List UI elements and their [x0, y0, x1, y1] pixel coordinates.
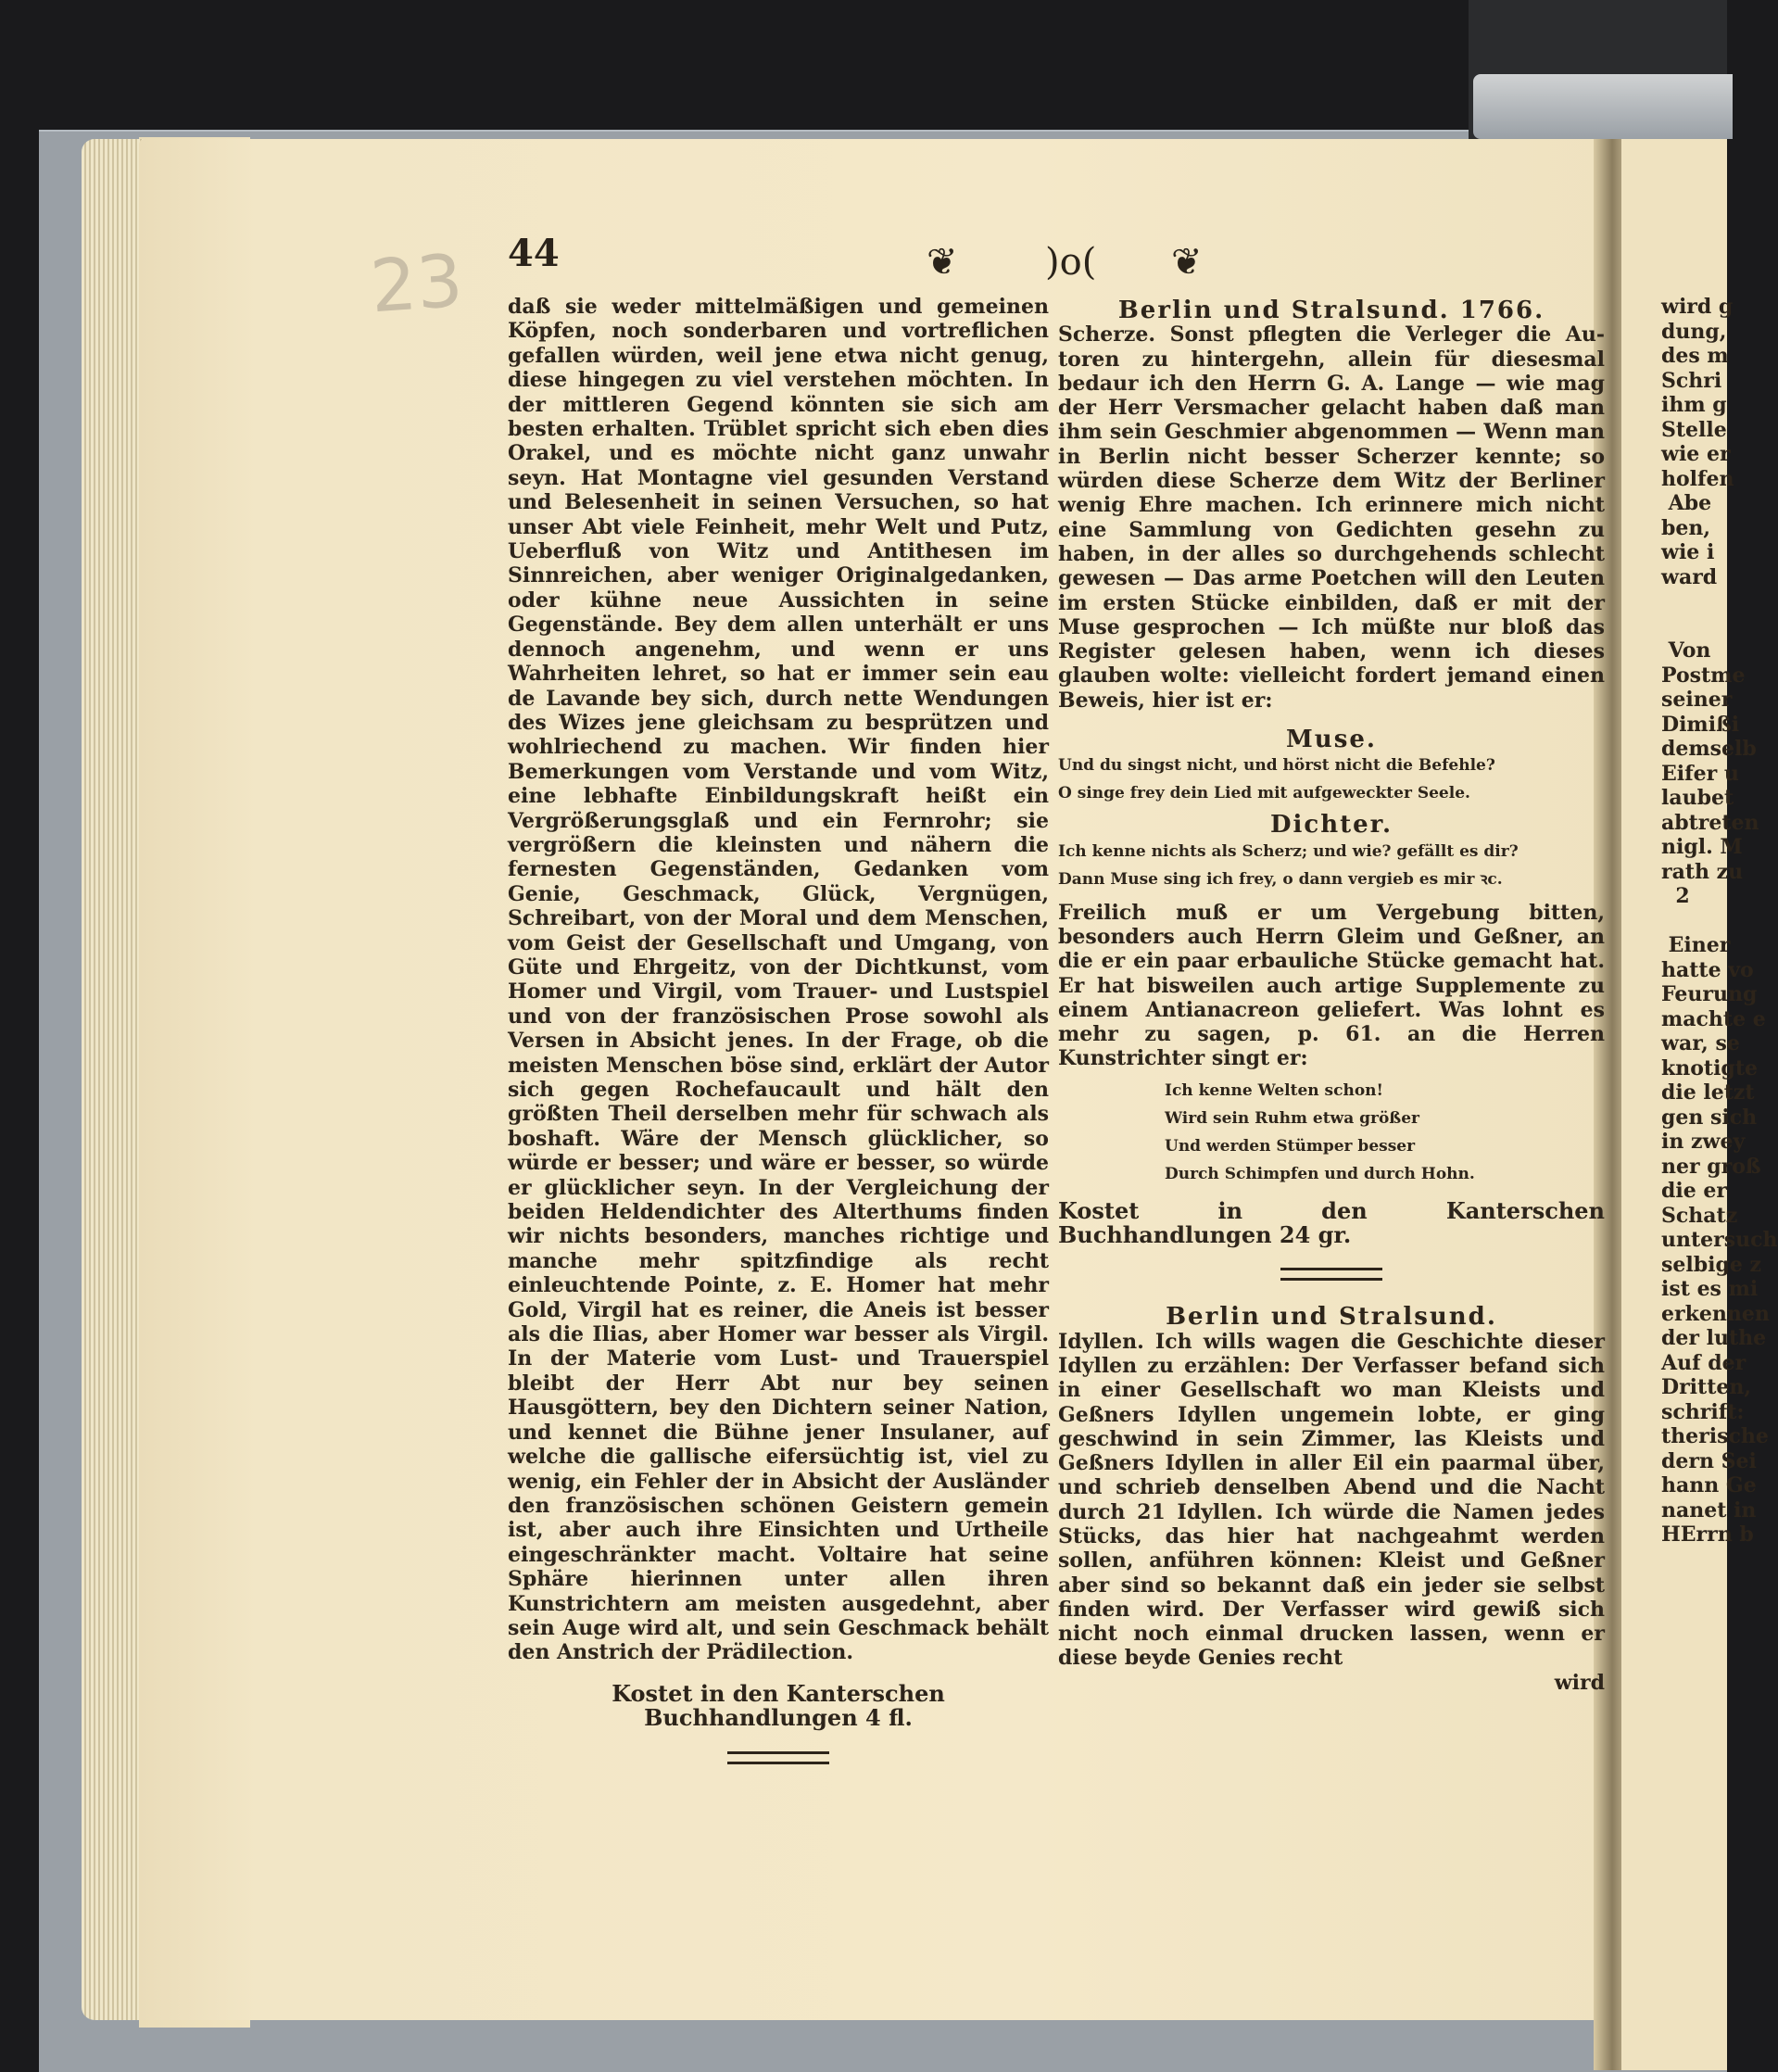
next-page-line: Stelle: [1661, 417, 1727, 442]
section-divider: [1280, 1268, 1382, 1281]
next-page-line: holfen: [1661, 466, 1734, 491]
verse-line-2: Wird sein Ruhm etwa größer: [1165, 1108, 1419, 1128]
next-page-line: des m: [1661, 344, 1729, 368]
verse-line-3: Und werden Stümper besser: [1165, 1136, 1416, 1156]
muse-line-1: Und du singst nicht, und hörst nicht die Befehle?: [1058, 756, 1495, 776]
next-page-line: wird g: [1661, 295, 1734, 319]
next-page-line: ner groß: [1661, 1154, 1761, 1179]
next-page-line: Schatz: [1661, 1203, 1738, 1228]
next-page-line: Feurung: [1661, 982, 1758, 1006]
next-page-line: seiner: [1661, 688, 1733, 712]
next-page-line: nanet in: [1661, 1497, 1757, 1522]
left-column-text: daß sie weder mittelmäßigen und gemeinen Köpfen, noch sonderbaren und vortreflichen gefallen würden, weil jene etwa nicht genug, diese hingegen zu viel verstehen möchten. In der mittleren Gegend könnten sie sich am besten erhalten. Trüblet spricht sich eben dies Orakel, und es möchte nicht ganz unwahr seyn. Hat Montagne viel gesunden Verstand und Belesenheit in seinen Versuchen, so hat unser Abt viele Feinheit, mehr Welt und Putz, Ueberfluß von Witz und Antithesen im Sinnreichen, aber weniger Originalgedanken, oder kühne neue Aussichten in seine Gegenstände. Bey dem allen unterhält er uns dennoch angenehm, und wenn er uns Wahrheiten lehret, so hat er immer sein eau de Lavande bey sich, durch nette Wendungen des Wizes jene gleichsam zu besprützen und wohlriechend zu machen. Wir finden hier Bemerkungen vom Verstande und vom Witz, eine lebhafte Einbildungskraft heißt ein Vergrößerungsglaß und ein Fernrohr; sie vergrößern die kleinsten und nähern die fernesten Gegenständen, Gedanken vom Genie, Geschmack, Glück, Vergnügen, Schreibart, von der Moral und dem Menschen, vom Geist der Gesellschaft und Umgang, von Güte und Ehrgeitz, von der Dichtkunst, vom Homer und Virgil, vom Trauer- und Lustspiel und von der französischen Prose sowohl als Versen in Absicht jenes. In der Frage, ob die meisten Menschen böse sind, erklärt der Autor sich gegen Rochefaucault und hält den größten Theil derselben mehr für schwach als boshaft. Wäre der Mensch glücklicher, so würde er besser; und wäre er besser, so würde er glücklicher seyn. In der Vergleichung der beiden Heldendichter des Alterthums finden wir nichts besonders, manches richtige und manche mehr spitzfindige als recht einleuchtende Pointe, z. E. Homer hat mehr Gold, Virgil hat es reiner, die Aneis ist besser als die Ilias, aber Homer war besser als Virgil. In der Materie vom Lust- und Trauerspiel bleibt der Herr Abt nur bey seinen Hausgöttern, bey den Dichtern seiner Nation, und kennet die Bühne jener Insulaner, auf welche die gallische eifersüchtig ist, viel zu wenig, ein Fehler der in Absicht der Ausländer den französischen schönen Geistern gemein ist, aber auch ihre Einsichten und Urtheile eingeschränkter macht. Voltaire hat seine Sphäre hierinnen unter allen ihren Kunstrichtern am meisten ausgedehnt, aber sein Auge wird alt, und sein Geschmack behält den Anstrich der Prädilection.: [508, 295, 1049, 1665]
next-page-line: Postme: [1661, 663, 1746, 688]
section-heading-1: Berlin und Stralsund. 1766.: [1117, 297, 1545, 324]
next-page-line: Dritten,: [1661, 1375, 1752, 1399]
next-page-line: Auf der: [1661, 1350, 1746, 1375]
next-page-line: dung,: [1661, 319, 1727, 344]
ornament-left-icon: ❦: [927, 241, 958, 284]
idyllen-text: Idyllen. Ich wills wagen die Geschichte dieser Idyllen zu erzählen: Der Verfasser befand sich in einer Gesellschaft wo man Kleists und Geßners Idyllen ungemein lobte, er ging geschwind in sein Zimmer, las Kleists und Geßners Idyllen in aller Eil ein paarmal über, und schrieb denselben Abend und die Nacht durch 21 Idyllen. Ich würde die Namen jedes Stücks, das hier hat nachgeahmt werden sollen, anführen können: Kleist und Geßner aber sind so bekannt daß ein jeder sie selbst finden wird. Der Verfasser wird gewiß sich nicht noch einmal drucken lassen, wenn er diese beyde Genies recht: [1058, 1329, 1605, 1671]
next-page-line: ihm g: [1661, 393, 1727, 417]
next-page-line: in zwey: [1661, 1130, 1746, 1154]
section-heading-2: Berlin und Stralsund.: [1166, 1303, 1497, 1332]
next-page-line: selbige z: [1661, 1252, 1762, 1277]
next-page-line: rath zu: [1661, 859, 1744, 884]
verse-line-4: Durch Schimpfen und durch Hohn.: [1165, 1164, 1475, 1183]
next-page-line: therische: [1661, 1424, 1769, 1448]
muse-label: Muse.: [1286, 726, 1377, 754]
next-page-line: ist es mi: [1661, 1277, 1759, 1301]
page-number: 44: [508, 232, 560, 275]
next-page-line: die er: [1661, 1179, 1727, 1203]
dichter-line-1: Ich kenne nichts als Scherz; und wie? gefällt es dir?: [1058, 841, 1519, 861]
next-page-line: HErrn b: [1661, 1522, 1754, 1547]
next-volume-spine: [1473, 74, 1733, 139]
ornament-right-icon: ❦: [1171, 241, 1203, 284]
next-page-line: die letzt: [1661, 1080, 1755, 1105]
next-page-line: laubet: [1661, 786, 1734, 810]
next-page-line: ward: [1661, 564, 1718, 589]
right-column: [1058, 298, 1605, 1695]
next-page-line: der luthe: [1661, 1326, 1767, 1350]
next-page-text: [1661, 295, 1778, 1548]
next-page-line: hatte vo: [1661, 957, 1754, 982]
next-page-line: Eifer u: [1661, 761, 1739, 786]
next-page-line: erkennen: [1661, 1301, 1770, 1326]
ornament-center-icon: )o(: [1045, 241, 1097, 284]
next-page-line: wie er: [1661, 442, 1731, 466]
next-page-line: dern Sei: [1661, 1448, 1757, 1473]
next-page-line: knotigte: [1661, 1055, 1758, 1080]
next-page-line: Dimißi: [1661, 712, 1740, 737]
next-page-line: wie i: [1661, 540, 1715, 564]
next-page-line: Abe: [1661, 491, 1712, 515]
pencil-mark: 23: [367, 239, 466, 330]
next-page-line: [1661, 589, 1735, 614]
next-page-line: [1661, 909, 1735, 934]
catchword: wird: [1554, 1670, 1605, 1695]
next-page-line: nigl. M: [1661, 835, 1743, 859]
next-page-line: machte e: [1661, 1006, 1766, 1031]
next-page-line: untersuch: [1661, 1228, 1778, 1252]
muse-line-2: O singe frey dein Lied mit aufgeweckter Seele.: [1058, 784, 1470, 803]
verse-line-1: Ich kenne Welten schon!: [1165, 1080, 1383, 1100]
section-divider: [727, 1751, 829, 1764]
next-page-line: schrift:: [1661, 1399, 1745, 1424]
scherze-text: Scherze. Sonst pflegten die Verleger die Autoren zu hintergehn, allein für diesesmal bedaur ich den Herrn G. A. Lange — wie mag der Herr Versmacher gelacht haben daß man ihm sein Geschmier abgenommen — Wenn man in Berlin nicht besser Scherzer kennte; so würden diese Scherze dem Witz der Berliner wenig Ehre machen. Ich erinnere mich nicht eine Sammlung von Gedichten gesehn zu haben, in der alles so durchgehends schlecht gewesen — Das arme Poetchen will den Leuten im ersten Stücke einbilden, daß er mit der Muse gesprochen — Ich müßte nur bloß das Register gelesen haben, wenn ich dieses glauben wolte: vielleicht fordert jemand einen Beweis, hier ist er:: [1058, 322, 1605, 713]
left-column: [508, 295, 1049, 1764]
middle-text: Freilich muß er um Vergebung bitten, besonders auch Herrn Gleim und Geßner, an die er ein paar erbauliche Stücke gemacht hat. Er hat bisweilen auch artige Supplemente zu einem Antianacreon geliefert. Was lohnt es mehr zu sagen, p. 61. an die Herren Kunstrichter singt er:: [1058, 900, 1605, 1071]
next-page-line: gen sich: [1661, 1105, 1758, 1130]
next-page-line: hann Ge: [1661, 1473, 1757, 1497]
next-page-line: Schri: [1661, 368, 1722, 393]
next-page-line: Einer: [1661, 933, 1731, 957]
next-page-line: abtreten: [1661, 810, 1759, 835]
next-page-line: demselb: [1661, 737, 1757, 761]
left-price: Kostet in den Kanterschen Buchhandlungen 4 fl.: [612, 1679, 945, 1732]
next-page-line: war, se: [1661, 1031, 1740, 1055]
next-page-line: Von: [1661, 638, 1711, 663]
next-page-line: 2: [1661, 884, 1690, 908]
dichter-line-2: Dann Muse sing ich frey, o dann vergieb es mir ꝛc.: [1058, 869, 1503, 889]
dichter-label: Dichter.: [1269, 811, 1393, 840]
next-page-line: ben,: [1661, 515, 1711, 540]
right-price: Kostet in den Kanterschen Buchhandlungen 24 gr.: [1058, 1196, 1605, 1249]
next-page-line: [1661, 614, 1735, 639]
